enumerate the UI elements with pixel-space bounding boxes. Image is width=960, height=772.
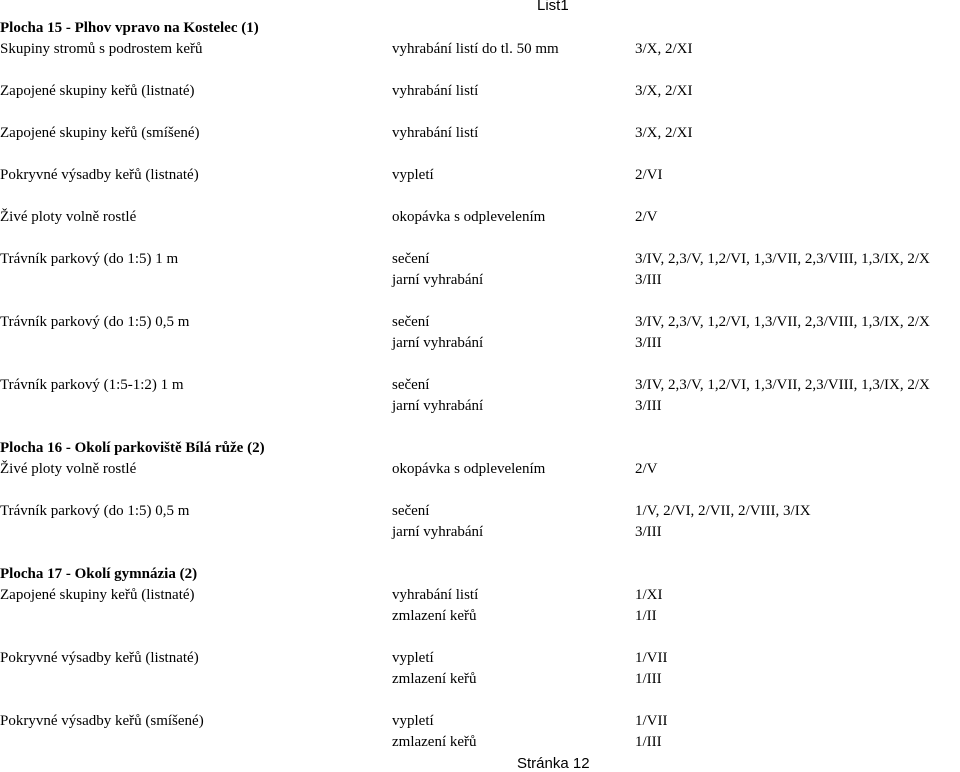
row-spacer <box>0 186 960 207</box>
schedule-dates: 1/V, 2/VI, 2/VII, 2/VIII, 3/IX <box>635 503 811 519</box>
maintenance-row <box>0 375 960 396</box>
schedule-dates: 3/IV, 2,3/V, 1,2/VI, 1,3/VII, 2,3/VIII, 1,3/IX, 2/X <box>635 377 930 393</box>
plot-section <box>0 18 960 438</box>
row-spacer <box>0 354 960 375</box>
maintenance-row <box>0 459 960 480</box>
row-spacer <box>0 543 960 564</box>
maintenance-row <box>0 333 960 354</box>
maintenance-row <box>0 732 960 753</box>
schedule-dates: 3/III <box>635 524 662 540</box>
vegetation-type: Trávník parkový (do 1:5) 0,5 m <box>0 503 190 519</box>
maintenance-row <box>0 123 960 144</box>
schedule-dates: 2/V <box>635 461 658 477</box>
maintenance-row <box>0 522 960 543</box>
maintenance-row <box>0 249 960 270</box>
maintenance-row <box>0 312 960 333</box>
maintenance-row <box>0 165 960 186</box>
schedule-dates: 3/III <box>635 272 662 288</box>
work-type: jarní vyhrabání <box>392 398 484 414</box>
schedule-dates: 3/III <box>635 398 662 414</box>
maintenance-row <box>0 270 960 291</box>
vegetation-type: Zapojené skupiny keřů (listnaté) <box>0 83 195 99</box>
section-heading: Plocha 16 - Okolí parkoviště Bílá růže (2) <box>0 440 265 456</box>
vegetation-type: Trávník parkový (do 1:5) 0,5 m <box>0 314 190 330</box>
plot-section <box>0 438 960 564</box>
work-type: sečení <box>392 314 430 330</box>
vegetation-type: Trávník parkový (1:5-1:2) 1 m <box>0 377 184 393</box>
row-spacer <box>0 417 960 438</box>
work-type: sečení <box>392 503 430 519</box>
schedule-dates: 1/VII <box>635 713 668 729</box>
maintenance-row <box>0 501 960 522</box>
schedule-dates: 1/II <box>635 608 657 624</box>
schedule-dates: 2/VI <box>635 167 663 183</box>
maintenance-row <box>0 396 960 417</box>
work-type: jarní vyhrabání <box>392 272 484 288</box>
work-type: vyhrabání listí <box>392 83 479 99</box>
work-type: sečení <box>392 251 430 267</box>
row-spacer <box>0 144 960 165</box>
vegetation-type: Živé ploty volně rostlé <box>0 209 137 225</box>
schedule-dates: 1/III <box>635 734 662 750</box>
schedule-dates: 3/X, 2/XI <box>635 41 693 57</box>
work-type: zmlazení keřů <box>392 671 477 687</box>
maintenance-row <box>0 711 960 732</box>
vegetation-type: Pokryvné výsadby keřů (listnaté) <box>0 167 199 183</box>
maintenance-row <box>0 606 960 627</box>
document-content <box>0 18 960 753</box>
section-heading: Plocha 15 - Plhov vpravo na Kostelec (1) <box>0 20 259 36</box>
vegetation-type: Pokryvné výsadby keřů (smíšené) <box>0 713 204 729</box>
work-type: okopávka s odplevelením <box>392 461 546 477</box>
schedule-dates: 3/X, 2/XI <box>635 125 693 141</box>
vegetation-type: Pokryvné výsadby keřů (listnaté) <box>0 650 199 666</box>
work-type: vyhrabání listí <box>392 125 479 141</box>
schedule-dates: 3/III <box>635 335 662 351</box>
page-number-footer: Stránka 12 <box>517 755 590 772</box>
work-type: jarní vyhrabání <box>392 524 484 540</box>
row-spacer <box>0 627 960 648</box>
schedule-dates: 2/V <box>635 209 658 225</box>
work-type: okopávka s odplevelením <box>392 209 546 225</box>
row-spacer <box>0 690 960 711</box>
schedule-dates: 3/X, 2/XI <box>635 83 693 99</box>
work-type: zmlazení keřů <box>392 734 477 750</box>
schedule-dates: 1/III <box>635 671 662 687</box>
work-type: vypletí <box>392 713 434 729</box>
vegetation-type: Zapojené skupiny keřů (listnaté) <box>0 587 195 603</box>
vegetation-type: Zapojené skupiny keřů (smíšené) <box>0 125 200 141</box>
work-type: vyhrabání listí <box>392 587 479 603</box>
maintenance-row <box>0 207 960 228</box>
vegetation-type: Živé ploty volně rostlé <box>0 461 137 477</box>
schedule-dates: 3/IV, 2,3/V, 1,2/VI, 1,3/VII, 2,3/VIII, 1,3/IX, 2/X <box>635 314 930 330</box>
work-type: vypletí <box>392 650 434 666</box>
section-heading: Plocha 17 - Okolí gymnázia (2) <box>0 566 198 582</box>
sheet-title: List1 <box>537 0 569 14</box>
row-spacer <box>0 102 960 123</box>
schedule-dates: 3/IV, 2,3/V, 1,2/VI, 1,3/VII, 2,3/VIII, 1,3/IX, 2/X <box>635 251 930 267</box>
work-type: vypletí <box>392 167 434 183</box>
work-type: vyhrabání listí do tl. 50 mm <box>392 41 559 57</box>
plot-section <box>0 564 960 753</box>
work-type: sečení <box>392 377 430 393</box>
vegetation-type: Skupiny stromů s podrostem keřů <box>0 41 203 57</box>
maintenance-row <box>0 585 960 606</box>
maintenance-row <box>0 39 960 60</box>
work-type: jarní vyhrabání <box>392 335 484 351</box>
row-spacer <box>0 60 960 81</box>
maintenance-row <box>0 81 960 102</box>
row-spacer <box>0 480 960 501</box>
row-spacer <box>0 291 960 312</box>
schedule-dates: 1/VII <box>635 650 668 666</box>
vegetation-type: Trávník parkový (do 1:5) 1 m <box>0 251 179 267</box>
row-spacer <box>0 228 960 249</box>
work-type: zmlazení keřů <box>392 608 477 624</box>
schedule-dates: 1/XI <box>635 587 663 603</box>
maintenance-row <box>0 648 960 669</box>
maintenance-row <box>0 669 960 690</box>
